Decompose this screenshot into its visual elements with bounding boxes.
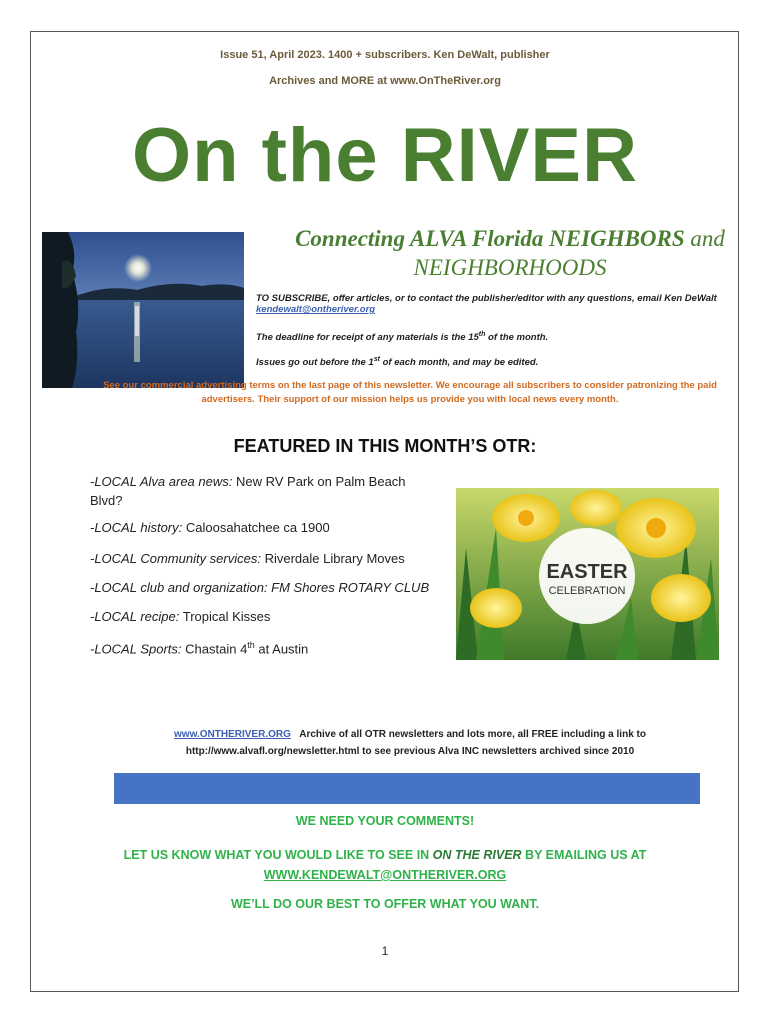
comments-email-link[interactable]: WWW.KENDEWALT@ONTHERIVER.ORG — [263, 868, 507, 882]
subscribe-info — [256, 293, 736, 315]
featured-item-1 — [90, 472, 430, 510]
archive-text: Archive of all OTR newsletters and lots more, all FREE including a link to — [299, 729, 646, 740]
featured-item-6 — [90, 636, 430, 658]
deadline-sup: th — [478, 331, 486, 338]
archive-text-2: http://www.alvafl.org/newsletter.html to see previous Alva INC newsletters archived since 2010 — [185, 746, 635, 757]
featured-text: New RV Park on Palm Beach Blvd? — [90, 474, 406, 508]
cta-text-end: BY EMAILING US AT — [521, 848, 647, 862]
featured-item-3 — [90, 549, 430, 568]
blue-divider-bar — [114, 773, 700, 804]
issues-line — [256, 356, 736, 368]
featured-label: -LOCAL Alva area news: — [90, 474, 233, 489]
featured-label: -LOCAL Sports: — [90, 641, 182, 657]
tagline-bold: Connecting ALVA Florida NEIGHBORS — [295, 226, 685, 251]
featured-text: Caloosahatchee ca 1900 — [182, 520, 330, 535]
featured-item-5 — [90, 607, 430, 626]
river-moonlight-photo — [42, 232, 244, 388]
issues-text: Issues go out before the 1 — [256, 357, 374, 369]
featured-text-end: at Austin — [254, 641, 309, 657]
featured-item-2 — [90, 518, 430, 537]
featured-label: -LOCAL club and organization: FM Shores ROTARY CLUB — [90, 580, 430, 595]
comments-request — [0, 845, 770, 885]
subscribe-text: TO SUBSCRIBE, offer articles, or to contact the publisher/editor with any questions, email Ken DeWalt — [256, 293, 717, 304]
issues-sup: st — [373, 356, 380, 363]
advertising-note: See our commercial advertising terms on the last page of this newsletter. We encourage all subscribers to consider patronizing the paid advertisers. Their support of our mission helps us provide you with local news every month. — [103, 380, 717, 405]
issues-text-end: of each month, and may be edited. — [379, 357, 539, 369]
comments-closing: WE’LL DO OUR BEST TO OFFER WHAT YOU WANT. — [230, 897, 540, 911]
ontheriver-link[interactable]: www.ONTHERIVER.ORG — [174, 729, 291, 740]
featured-label: -LOCAL history: — [90, 520, 183, 535]
publisher-email-link[interactable]: kendewalt@ontheriver.org — [256, 304, 376, 315]
tagline-and: and — [684, 226, 725, 251]
featured-item-4 — [90, 578, 430, 597]
issue-line: Issue 51, April 2023. 1400 + subscribers. Ken DeWalt, publisher — [220, 49, 550, 61]
featured-heading: FEATURED IN THIS MONTH’S OTR: — [233, 436, 537, 456]
cta-text: LET US KNOW WHAT YOU WOULD LIKE TO SEE IN — [123, 848, 433, 862]
cta-emphasis: ON THE RIVER — [432, 848, 522, 862]
featured-text: Tropical Kisses — [179, 609, 271, 624]
featured-label: -LOCAL Community services: — [90, 551, 261, 566]
featured-text: Chastain 4 — [181, 641, 248, 657]
featured-label: -LOCAL recipe: — [90, 609, 180, 624]
tagline — [250, 224, 770, 282]
featured-sup: th — [247, 640, 255, 650]
page-number: 1 — [381, 944, 389, 958]
deadline-text-end: of the month. — [485, 332, 549, 344]
tagline-line2: NEIGHBORHOODS — [413, 255, 607, 280]
deadline-line — [256, 331, 736, 343]
featured-text: Riverdale Library Moves — [260, 551, 405, 566]
archive-note — [140, 726, 680, 760]
archives-line: Archives and MORE at www.OnTheRiver.org — [269, 75, 501, 87]
easter-title: EASTER — [546, 561, 628, 583]
easter-subtitle: CELEBRATION — [548, 585, 626, 597]
comments-heading: WE NEED YOUR COMMENTS! — [295, 814, 475, 828]
masthead-title: On the RIVER — [131, 113, 639, 198]
easter-daffodils-image — [456, 488, 719, 660]
deadline-text: The deadline for receipt of any materials is the 15 — [256, 332, 479, 344]
